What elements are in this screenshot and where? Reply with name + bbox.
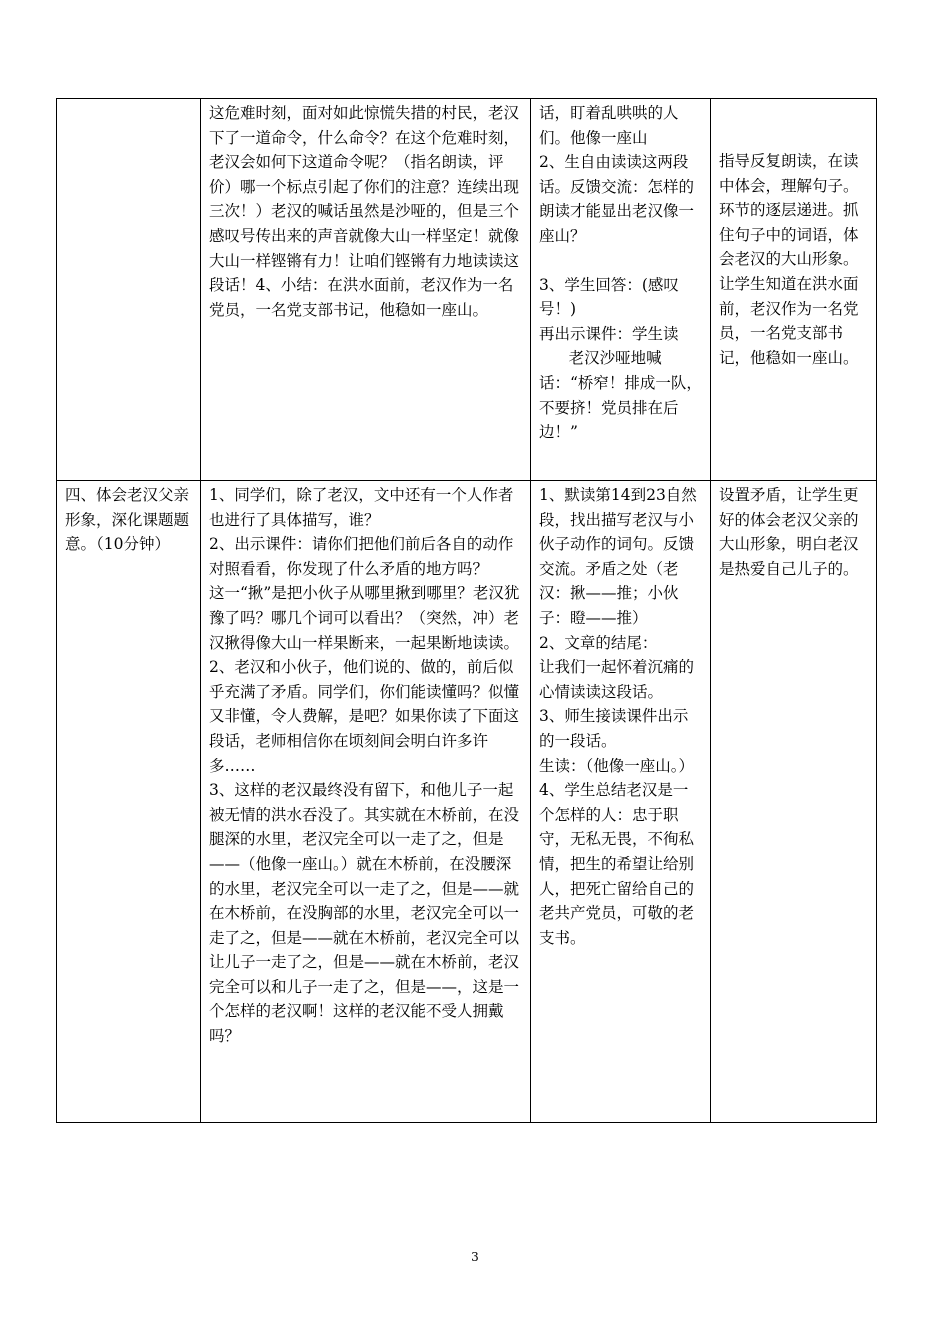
intent-text: 指导反复朗读，在读中体会，理解句子。环节的逐层递进。抓住句子中的词语，体会老汉的大山形象。让学生知道在洪水面前，老汉作为一名党员，一名党支部书记，他稳如一座山。: [719, 152, 859, 367]
teacher-activity-cell: [201, 99, 531, 481]
blank-line: [719, 125, 868, 149]
student-text: 1、默读第14到23自然段，找出描写老汉与小伙子动作的词句。反馈交流。矛盾之处（老汉：揪——推；小伙子：瞪——推）: [539, 486, 697, 627]
teacher-activity-cell: [201, 481, 531, 1123]
student-text: 2、生自由读读这两段话。反馈交流：怎样的朗读才能显出老汉像一座山？: [539, 153, 695, 245]
student-text: 话，盯着乱哄哄的人们。他像一座山: [539, 104, 679, 147]
design-intent-cell: [711, 99, 877, 481]
student-text: 4、学生总结老汉是一个怎样的人：忠于职守，无私无畏，不徇私情，把生的希望让给别人，把死亡留给自己的老共产党员，可敬的老支书。: [539, 781, 695, 947]
page-number: 3: [471, 1250, 479, 1264]
table-row: [57, 99, 877, 481]
student-text: 2、文章的结尾：: [539, 633, 658, 652]
student-text: 3、学生回答：(感叹号！): [539, 275, 679, 319]
blank-line: [539, 249, 702, 273]
lesson-plan-table: [56, 98, 877, 1123]
teacher-text: 3、这样的老汉最终没有留下，和他儿子一起被无情的洪水吞没了。其实就在木桥前，在没腿深的水里，老汉完全可以一走了之，但是——（他像一座山。）就在木桥前，在没腰深的水里，老汉完全可以一走了之，但是——就在木桥前，在没胸部的水里，老汉完全可以一走了之，但是——就在木桥前，老汉完全可以让儿子一走了之，但是——就在木桥前，老汉完全可以和儿子一走了之，但是——，这是一个怎样的老汉啊！这样的老汉能不受人拥戴吗？: [209, 781, 520, 1046]
student-text: 让我们一起怀着沉痛的心情读读这段话。: [539, 658, 695, 701]
design-intent-cell: [711, 481, 877, 1123]
teacher-text: 这危难时刻，面对如此惊慌失措的村民，老汉下了一道命令，什么命令？在这个危难时刻，老汉会如何下这道命令呢？（指名朗读，评价）哪一个标点引起了你们的注意？连续出现三次！）老汉的喊话虽然是沙哑的，但是三个感叹号传出来的声音就像大山一样坚定！就像大山一样铿锵有力！让咱们铿锵有力地读读这段话！4、小结：在洪水面前，老汉作为一名党员，一名党支部书记，他稳如一座山。: [209, 104, 520, 319]
student-text: 再出示课件：学生读: [539, 324, 679, 343]
student-text: 老汉沙哑地喊话：“桥窄！排成一队，不要挤！党员排在后边！”: [539, 349, 702, 442]
student-text: 3、师生接读课件出示的一段话。: [539, 707, 689, 750]
stage-text: 四、体会老汉父亲形象，深化课题题意。（10分钟）: [65, 486, 190, 554]
teacher-text: 2、出示课件：请你们把他们前后各自的动作对照看看，你发现了什么矛盾的地方吗？ 这一“揪”是把小伙子从哪里揪到哪里？老汉犹豫了吗？哪几个词可以看出？（突然，冲）老汉揪得像大山一样果断来，一起果断地读读。2、老汉和小伙子，他们说的、做的，前后似乎充满了矛盾。同学们，你们能读懂吗？似懂又非懂，令人费解，是吧？如果你读了下面这段话，老师相信你在顷刻间会明白许多许多……: [209, 535, 520, 775]
student-activity-cell: [531, 481, 711, 1123]
student-activity-cell: [531, 99, 711, 481]
stage-cell: [57, 481, 201, 1123]
intent-text: 设置矛盾，让学生更好的体会老汉父亲的大山形象，明白老汉是热爱自己儿子的。: [719, 486, 859, 578]
blank-line: [719, 101, 868, 125]
student-text: 生读：（他像一座山。）: [539, 756, 695, 775]
table-row: [57, 481, 877, 1123]
teacher-text: 1、同学们，除了老汉，文中还有一个人作者也进行了具体描写，谁？: [209, 486, 514, 529]
stage-cell: [57, 99, 201, 481]
